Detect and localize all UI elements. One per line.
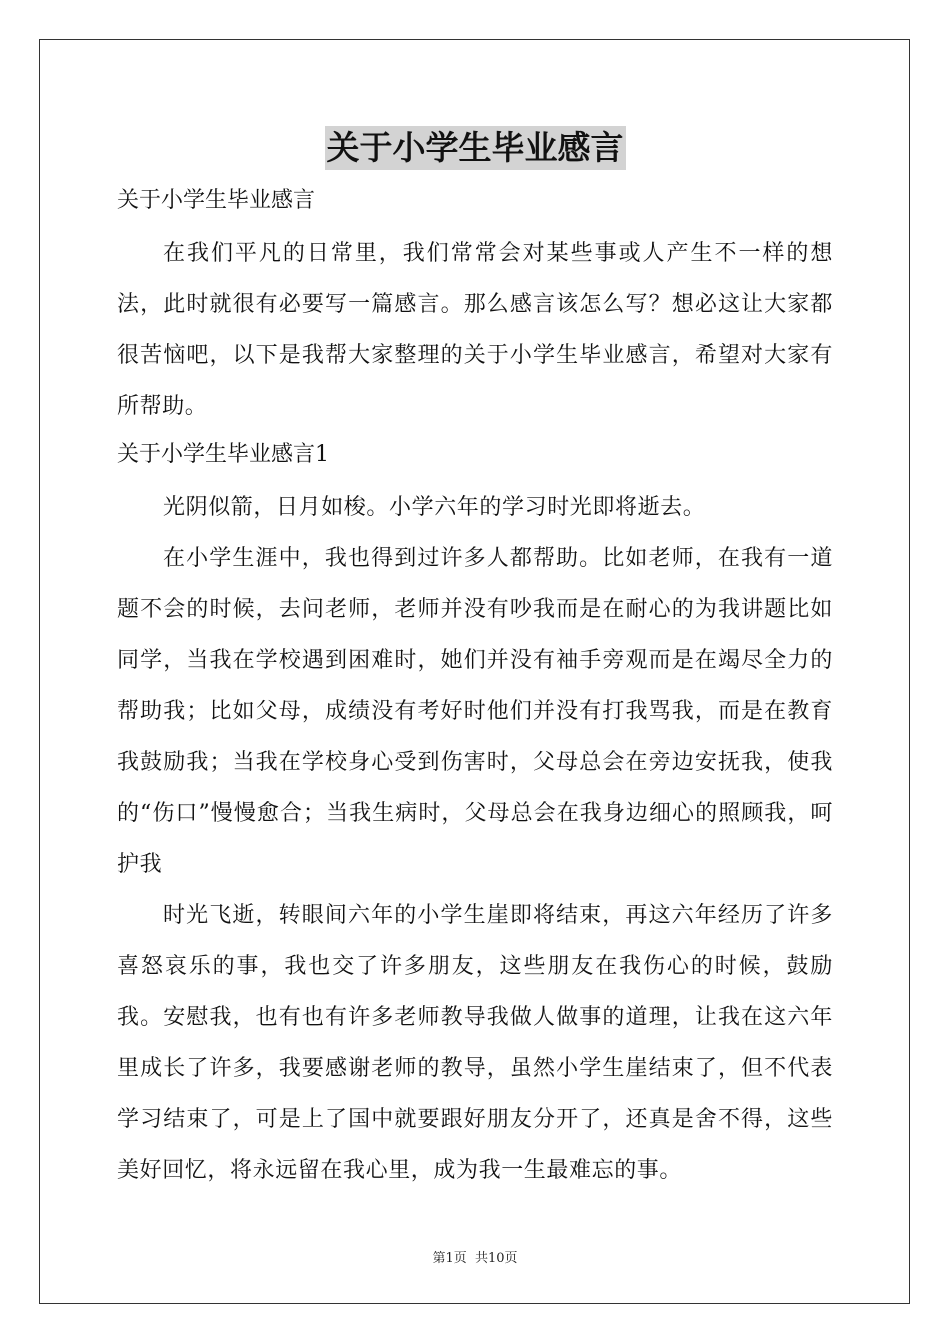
page-number: 第1页 (432, 1251, 467, 1266)
intro-paragraph: 在我们平凡的日常里，我们常常会对某些事或人产生不一样的想法，此时就很有必要写一篇感言。那么感言该怎么写？想必这让大家都很苦恼吧，以下是我帮大家整理的关于小学生毕业感言，希望对大家有所帮助。 (117, 241, 833, 419)
page-total: 共10页 (474, 1251, 518, 1266)
document-title: 关于小学生毕业感言 (325, 126, 626, 170)
page-footer (0, 1247, 950, 1266)
document-body (117, 178, 833, 1196)
section-heading-1: 关于小学生毕业感言1 (117, 442, 329, 467)
document-subtitle: 关于小学生毕业感言 (117, 188, 316, 213)
body-paragraph-2: 在小学生涯中，我也得到过许多人都帮助。比如老师，在我有一道题不会的时候，去问老师，老师并没有吵我而是在耐心的为我讲题比如同学，当我在学校遇到困难时，她们并没有袖手旁观而是在竭尽全力的帮助我；比如父母，成绩没有考好时他们并没有打我骂我，而是在教育我鼓励我；当我在学校身心受到伤害时，父母总会在旁边安抚我，使我的“伤口”慢慢愈合；当我生病时，父母总会在我身边细心的照顾我，呵护我 (117, 546, 833, 877)
body-paragraph-3: 时光飞逝，转眼间六年的小学生崖即将结束，再这六年经历了许多喜怒哀乐的事，我也交了许多朋友，这些朋友在我伤心的时候，鼓励我。安慰我，也有也有许多老师教导我做人做事的道理，让我在这六年里成长了许多，我要感谢老师的教导，虽然小学生崖结束了，但不代表学习结束了，可是上了国中就要跟好朋友分开了，还真是舍不得，这些美好回忆，将永远留在我心里，成为我一生最难忘的事。 (117, 903, 833, 1183)
body-paragraph-1: 光阴似箭，日月如梭。小学六年的学习时光即将逝去。 (163, 495, 706, 520)
title-container (0, 126, 950, 170)
